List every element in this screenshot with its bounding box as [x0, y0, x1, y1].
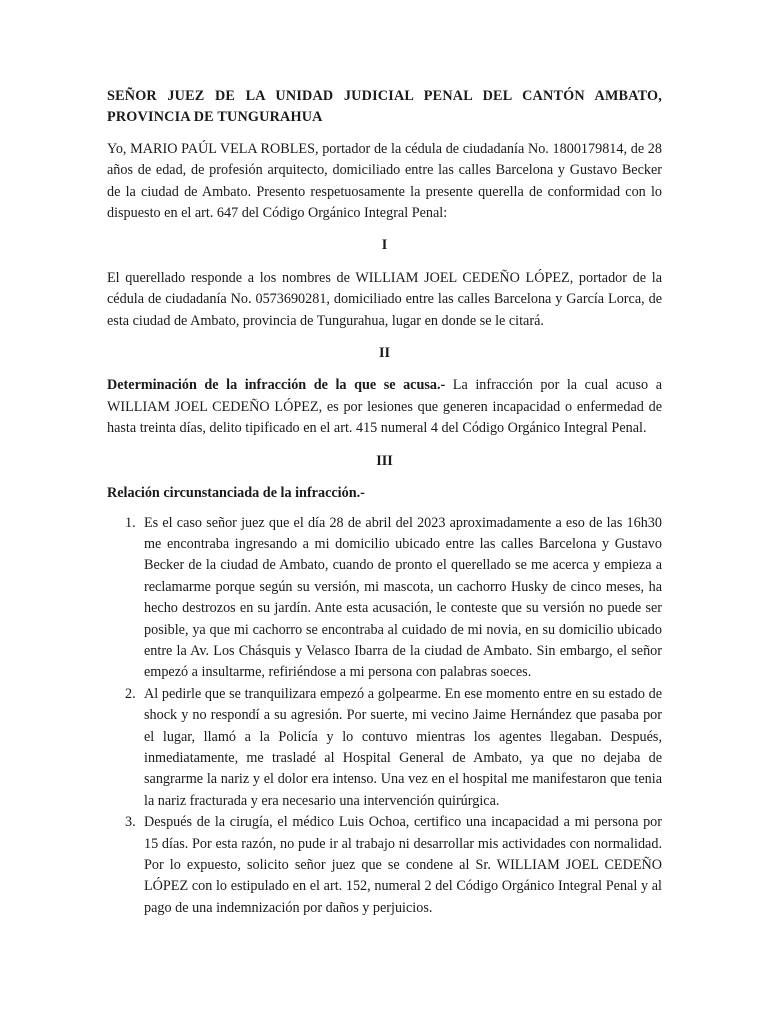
section-1-paragraph: El querellado responde a los nombres de WILLIAM JOEL CEDEÑO LÓPEZ, portador de la cédula de ciudadanía No. 0573690281, domiciliado entre las calles Barcelona y García Lorca, de esta ciudad de Ambato, provincia de Tungurahua, lugar en donde se le citará. [107, 269, 662, 329]
list-item-number: 1. [125, 514, 136, 531]
section-number-1: I [381, 237, 388, 254]
list-item-text: Al pedirle que se tranquilizara empezó a golpearme. En ese momento entre en su estado de shock y no respondí a su agresión. Por suerte, mi vecino Jaime Hernández que pasaba por el lugar, llamó a la Policía y lo contuvo mientras los agentes llegaban. Después, inmediatamente, me trasladé al Hospital General de Ambato, ya que no dejaba de sangrarme la nariz y el dolor era intenso. Una vez en el hospital me manifestaron que tenia la nariz fracturada y era necesario una intervención quirúrgica. [144, 685, 662, 809]
intro-paragraph: Yo, MARIO PAÚL VELA ROBLES, portador de la cédula de ciudadanía No. 1800179814, de 28 años de edad, de profesión arquitecto, domiciliado entre las calles Barcelona y Gustavo Becker de la ciudad de Ambato. Presento respetuosamente la presente querella de conformidad con lo dispuesto en el art. 647 del Código Orgánico Integral Penal: [107, 140, 662, 222]
list-item-text: Es el caso señor juez que el día 28 de abril del 2023 aproximadamente a eso de las 16h30 me encontraba ingresando a mi domicilio ubicado entre las calles Barcelona y Gustavo Becker de la ciudad de Ambato, cuando de pronto el querellado se me acerca y empieza a reclamarme porque según su versión, mi mascota, un cachorro Husky de cinco meses, ha hecho destrozos en su jardín. Ante esta acusación, le conteste que su versión no puede ser posible, ya que mi cachorro se encontraba al cuidado de mi novia, en su domicilio ubicado entre la Av. Los Chásquis y Velasco Ibarra de la ciudad de Ambato. Sin embargo, el señor empezó a insultarme, refiriéndose a mi persona con palabras soeces. [144, 514, 662, 681]
document-page [107, 86, 662, 919]
document-heading: SEÑOR JUEZ DE LA UNIDAD JUDICIAL PENAL DEL CANTÓN AMBATO, PROVINCIA DE TUNGURAHUA [107, 88, 662, 126]
list-item-number: 2. [125, 685, 136, 702]
section-3-title: Relación circunstanciada de la infracción.- [107, 485, 365, 502]
list-item [107, 513, 662, 684]
section-number-2: II [378, 345, 391, 362]
list-item-text: Después de la cirugía, el médico Luis Ochoa, certifico una incapacidad a mi persona por 15 días. Por esta razón, no pude ir al trabajo ni desarrollar mis actividades con normalidad. Por lo expuesto, solicito señor juez que se condene al Sr. WILLIAM JOEL CEDEÑO LÓPEZ con lo estipulado en el art. 152, numeral 2 del Código Orgánico Integral Penal y al pago de una indemnización por daños y perjuicios. [144, 814, 662, 916]
list-item-number: 3. [125, 814, 136, 831]
facts-list [107, 513, 662, 920]
section-2-paragraph [107, 375, 662, 439]
section-2-lead: Determinación de la infracción de la que se acusa.- [107, 377, 446, 394]
list-item [107, 812, 662, 919]
section-2-text: La infracción por la cual acuso a WILLIAM JOEL CEDEÑO LÓPEZ, es por lesiones que generen incapacidad o enfermedad de hasta treinta días, delito tipificado en el art. 415 numeral 4 del Código Orgánico Integral Penal. [107, 377, 662, 437]
section-number-3: III [376, 452, 393, 469]
list-item [107, 684, 662, 812]
